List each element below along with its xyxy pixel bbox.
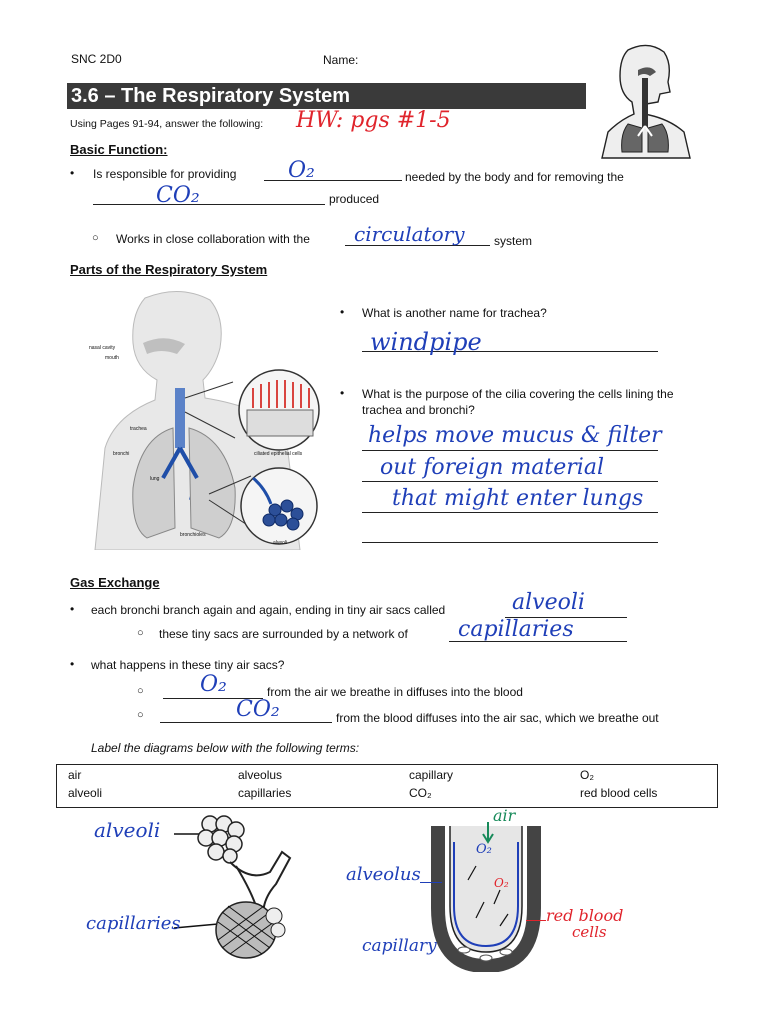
co2-diffuse-text: from the blood diffuses into the air sac, which we breathe out xyxy=(336,711,659,725)
q2-post-text: system xyxy=(494,234,533,248)
answer-co2-diffuses: CO₂ xyxy=(236,697,280,722)
bullet-icon: • xyxy=(70,602,75,616)
term-capillary: capillary xyxy=(409,768,454,782)
cilia-answer-line3: that might enter lungs xyxy=(392,486,644,511)
answer-line xyxy=(362,512,658,513)
bullet-icon: • xyxy=(70,166,75,180)
hand-label-o2: O₂ xyxy=(476,842,492,857)
term-air: air xyxy=(68,768,82,782)
answer-line xyxy=(362,450,658,451)
cilia-answer-line2: out foreign material xyxy=(380,455,604,480)
hand-label-red-blood: red blood xyxy=(546,906,624,925)
q2-prompt: Works in close collaboration with the xyxy=(116,232,310,246)
answer-line xyxy=(160,722,332,723)
bronchi-question: each bronchi branch again and again, ending in tiny air sacs called xyxy=(91,603,446,617)
homework-note: HW: pgs #1-5 xyxy=(296,108,451,133)
hand-label-red-o2: O₂ xyxy=(494,876,509,890)
cilia-answer-line1: helps move mucus & filter xyxy=(368,423,662,448)
label-lung: lung xyxy=(150,476,160,482)
course-code: SNC 2D0 xyxy=(71,52,122,66)
parts-heading: Parts of the Respiratory System xyxy=(70,262,268,277)
hand-label-capillary: capillary xyxy=(362,936,437,956)
gas-exchange-heading: Gas Exchange xyxy=(70,575,160,590)
answer-circulatory: circulatory xyxy=(354,222,465,246)
label-bronchi: bronchi xyxy=(113,451,130,457)
sacs-question: these tiny sacs are surrounded by a network of xyxy=(159,627,408,641)
hand-label-alveolus: alveolus xyxy=(346,864,421,885)
term-o2: O₂ xyxy=(580,768,594,782)
respiratory-head-illustration xyxy=(598,42,694,160)
air-sacs-question: what happens in these tiny air sacs? xyxy=(91,658,285,672)
circle-bullet-icon: ○ xyxy=(137,627,144,639)
answer-line xyxy=(93,204,325,205)
answer-o2: O₂ xyxy=(288,158,315,183)
label-nasal-cavity: nasal cavity xyxy=(89,345,116,351)
basic-function-heading: Basic Function: xyxy=(70,142,168,157)
bullet-icon: • xyxy=(340,386,345,400)
answer-line xyxy=(362,481,658,482)
label-mouth: mouth xyxy=(105,355,119,361)
answer-capillaries: capillaries xyxy=(458,617,574,642)
cilia-question-line1: What is the purpose of the cilia covering the cells lining the xyxy=(362,387,674,401)
term-co2: CO₂ xyxy=(409,786,432,800)
q1-prompt: Is responsible for providing xyxy=(93,167,237,181)
term-capillaries: capillaries xyxy=(238,786,292,800)
answer-alveoli: alveoli xyxy=(512,590,585,615)
bullet-icon: • xyxy=(70,657,75,671)
term-alveoli: alveoli xyxy=(68,786,103,800)
answer-windpipe: windpipe xyxy=(370,328,482,356)
circle-bullet-icon: ○ xyxy=(137,709,144,721)
circle-bullet-icon: ○ xyxy=(92,232,99,244)
hand-label-cells: cells xyxy=(572,923,607,941)
pointer-line-red xyxy=(526,920,546,921)
bullet-icon: • xyxy=(340,305,345,319)
term-alveolus: alveolus xyxy=(238,768,283,782)
alveoli-cluster-diagram xyxy=(170,812,310,962)
o2-diffuse-text: from the air we breathe in diffuses into the blood xyxy=(267,685,523,699)
q1-mid-text: needed by the body and for removing the xyxy=(405,170,624,184)
answer-o2-diffuses: O₂ xyxy=(200,672,227,697)
label-bronchioles: bronchioles xyxy=(180,532,206,538)
instructions: Using Pages 91-94, answer the following: xyxy=(70,118,264,130)
term-red-blood-cells: red blood cells xyxy=(580,786,658,800)
answer-line xyxy=(264,180,402,181)
label-trachea: trachea xyxy=(130,426,147,432)
circle-bullet-icon: ○ xyxy=(137,685,144,697)
terms-box xyxy=(56,764,718,808)
pointer-line xyxy=(420,882,442,883)
answer-line xyxy=(362,542,658,543)
cilia-question-line2: trachea and bronchi? xyxy=(362,403,475,417)
answer-co2: CO₂ xyxy=(156,183,200,208)
trachea-question: What is another name for trachea? xyxy=(362,306,547,320)
label-instruction: Label the diagrams below with the following terms: xyxy=(91,741,360,755)
respiratory-system-diagram xyxy=(85,288,335,550)
hand-label-alveoli: alveoli xyxy=(94,818,161,842)
hand-label-capillaries: capillaries xyxy=(86,913,181,934)
name-label: Name: xyxy=(323,53,359,67)
page-title: 3.6 – The Respiratory System xyxy=(67,83,586,109)
label-ciliated-cells: ciliated epithelial cells xyxy=(254,451,303,457)
hand-label-air: air xyxy=(493,806,516,825)
q1-post-text: produced xyxy=(329,192,380,206)
label-alveoli: alveoli xyxy=(273,540,288,546)
